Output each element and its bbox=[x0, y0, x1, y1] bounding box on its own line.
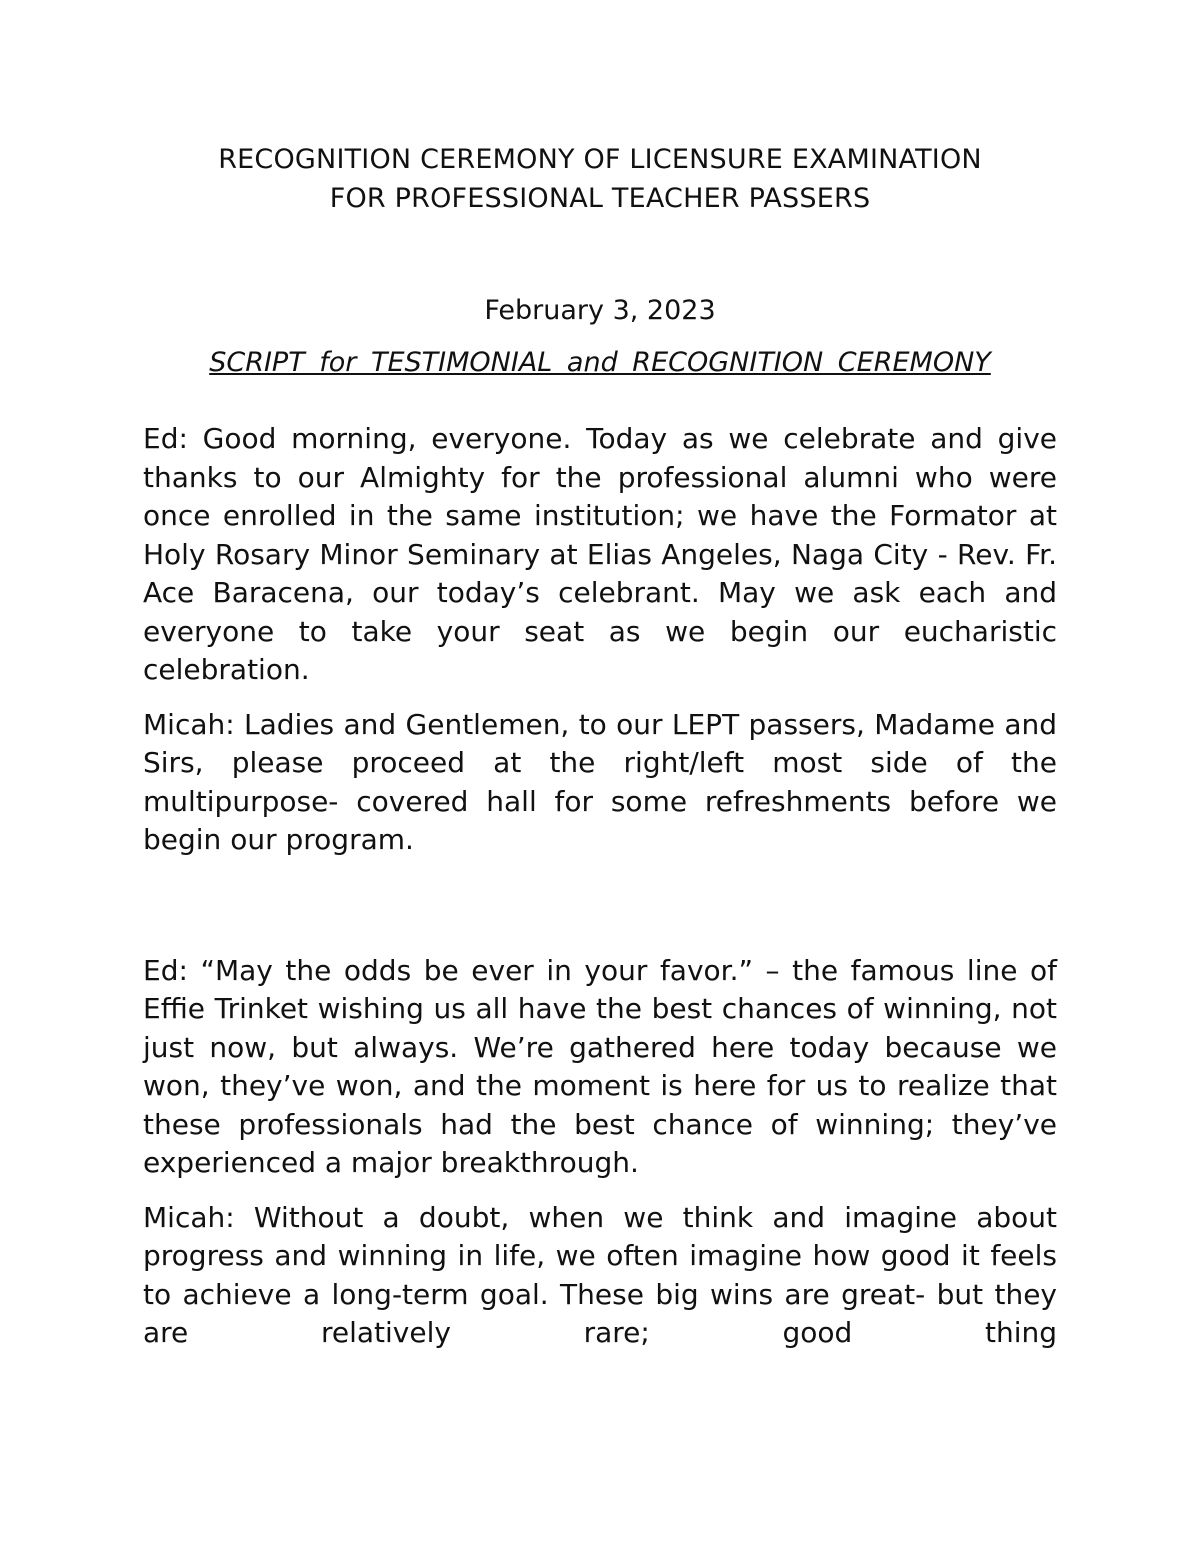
document-date: February 3, 2023 bbox=[484, 295, 716, 326]
title-line-2: FOR PROFESSIONAL TEACHER PASSERS bbox=[329, 183, 871, 214]
paragraph-micah-1: Micah: Ladies and Gentlemen, to our LEPT passers, Madame and Sirs, please proceed at the right/left most side of the multipurpose- covered hall for some refreshments before we begin our program. bbox=[143, 707, 1057, 856]
paragraph-ed-1: Ed: Good morning, everyone. Today as we celebrate and give thanks to our Almighty for the professional alumni who were once enrolled in the same institution; we have the Formator at Holy Rosary Minor Seminary at Elias Angeles, Naga City - Rev. Fr. Ace Baracena, our today’s celebrant. May we ask each and everyone to take your seat as we begin our eucharistic celebration. bbox=[143, 422, 1057, 686]
document-title bbox=[143, 140, 1057, 218]
document-subtitle: SCRIPT for TESTIMONIAL and RECOGNITION CEREMONY bbox=[209, 347, 991, 378]
paragraph-ed-2: Ed: “May the odds be ever in your favor.” – the famous line of Effie Trinket wishing us all have the best chances of winning, not just now, but always. We’re gathered here today because we won, they’ve won, and the moment is here for us to realize that these professionals had the best chance of winning; they’ve experienced a major breakthrough. bbox=[143, 953, 1057, 1179]
paragraph-micah-2: Micah: Without a doubt, when we think and imagine about progress and winning in life, we often imagine how good it feels to achieve a long-term goal. These big wins are great- but they are relatively rare; good thing bbox=[143, 1200, 1057, 1349]
title-line-1: RECOGNITION CEREMONY OF LICENSURE EXAMINATION bbox=[218, 144, 982, 175]
document-page bbox=[143, 140, 1057, 1353]
